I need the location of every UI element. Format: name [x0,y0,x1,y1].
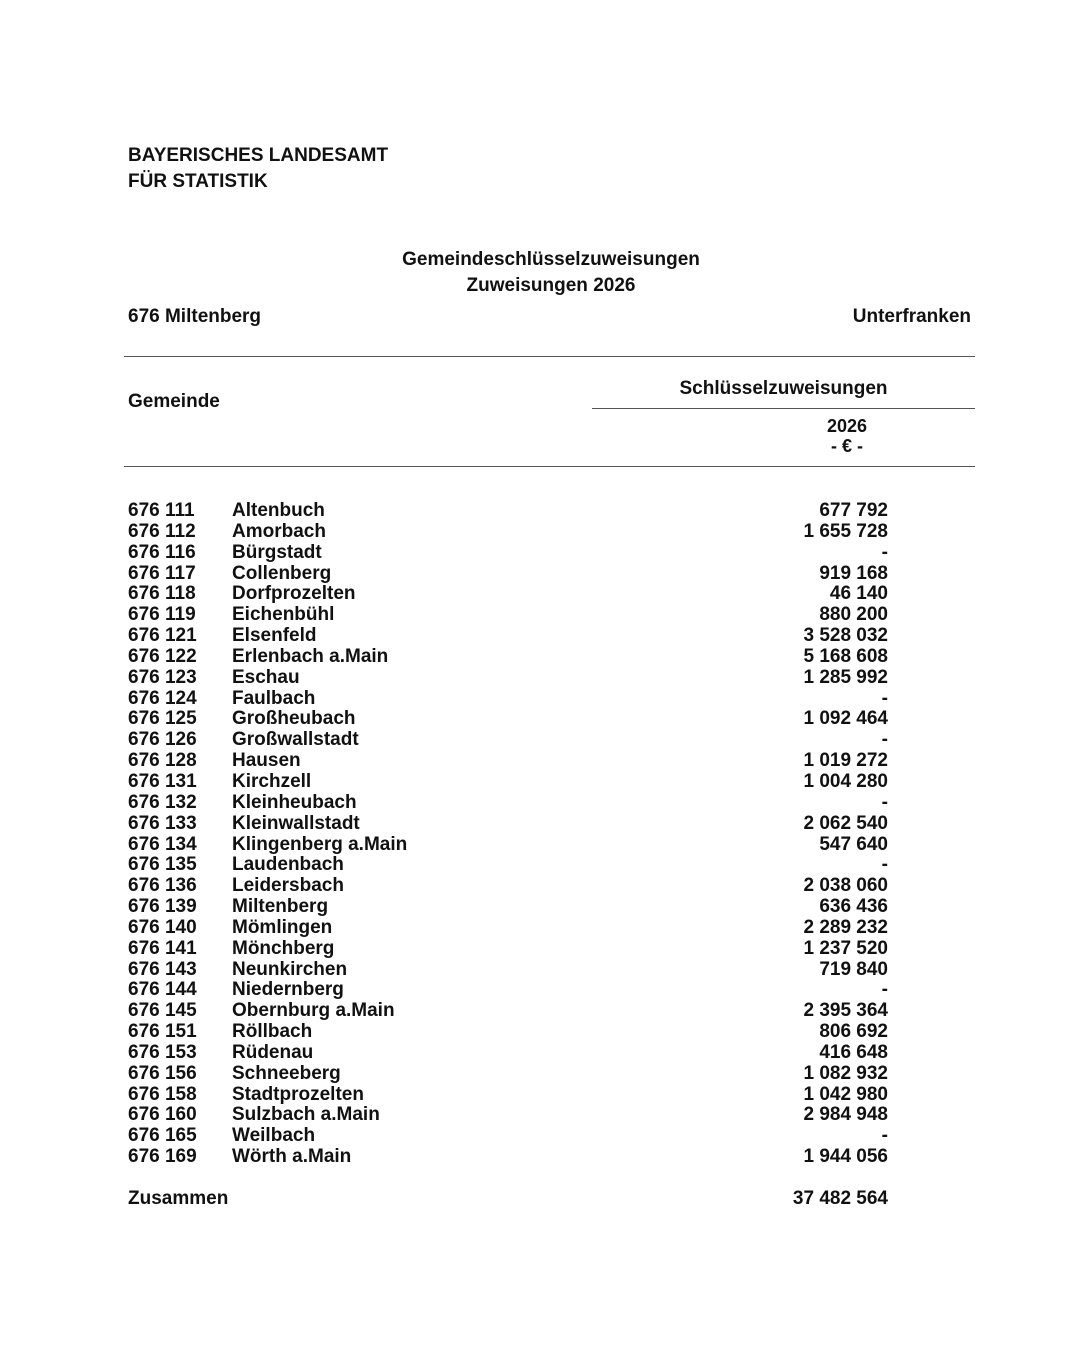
municipality-code: 676 121 [128,625,197,647]
table-row [128,960,888,981]
allocation-value: 677 792 [819,500,888,521]
allocation-value: - [881,854,888,876]
allocation-value: 1 285 992 [803,666,888,688]
table-row [128,730,888,751]
table-row [128,689,888,710]
municipality-name: Niedernberg [232,979,344,1001]
allocation-value: 46 140 [829,583,888,605]
total-row [128,1188,888,1210]
municipality-name: Faulbach [232,687,316,709]
municipality-code: 676 143 [128,958,197,980]
allocation-value: 636 436 [819,896,888,918]
municipality-name: Klingenberg a.Main [232,833,408,855]
municipality-name: Kirchzell [232,770,312,792]
organization-line-2: FÜR STATISTIK [128,171,268,192]
municipality-code: 676 116 [128,541,196,563]
municipality-code: 676 135 [128,854,197,876]
allocation-value: 2 395 364 [803,1000,888,1022]
municipality-code: 676 111 [128,500,195,521]
table-row [128,1085,888,1106]
allocation-value: 919 168 [819,562,888,584]
municipality-name: Neunkirchen [232,958,348,980]
table-row [128,918,888,939]
header-bottom-rule [124,466,975,467]
allocation-value: 547 640 [819,833,888,855]
municipality-name: Hausen [232,750,301,772]
organization-line-1: BAYERISCHES LANDESAMT [128,145,389,166]
municipality-code: 676 122 [128,645,197,667]
municipality-name: Collenberg [232,562,332,584]
municipality-code: 676 132 [128,791,197,813]
municipality-name: Wörth a.Main [232,1146,352,1168]
allocation-value: 806 692 [819,1021,888,1043]
municipality-name: Obernburg a.Main [232,1000,395,1022]
table-row [128,709,888,730]
allocation-value: - [881,791,888,813]
municipality-code: 676 141 [128,937,197,959]
municipality-code: 676 123 [128,666,197,688]
municipality-name: Elsenfeld [232,625,317,647]
municipality-code: 676 144 [128,979,197,1001]
table-row [128,668,888,689]
allocation-value: 880 200 [819,604,888,626]
region-label: Unterfranken [852,306,971,327]
document-title [0,247,1080,299]
title-sub: Zuweisungen 2026 [466,275,636,296]
allocation-value: 2 984 948 [803,1104,888,1126]
total-value: 37 482 564 [792,1188,888,1209]
municipality-table-body [128,501,888,1168]
municipality-code: 676 126 [128,729,197,751]
municipality-code: 676 165 [128,1125,197,1147]
municipality-code: 676 145 [128,1000,197,1022]
table-row [128,543,888,564]
table-row [128,939,888,960]
municipality-code: 676 136 [128,875,197,897]
municipality-code: 676 158 [128,1083,197,1105]
allocation-value: 1 004 280 [803,770,888,792]
municipality-name: Großheubach [232,708,356,730]
municipality-code: 676 112 [128,520,196,542]
municipality-name: Erlenbach a.Main [232,645,389,667]
municipality-name: Dorfprozelten [232,583,356,605]
municipality-name: Eschau [232,666,300,688]
municipality-name: Leidersbach [232,875,344,897]
table-row [128,980,888,1001]
municipality-code: 676 131 [128,770,197,792]
table-row [128,835,888,856]
allocation-value: 2 038 060 [803,875,888,897]
allocation-value: 1 082 932 [803,1062,888,1084]
header-top-rule [124,356,975,357]
municipality-name: Mömlingen [232,916,333,938]
table-row [128,855,888,876]
municipality-name: Laudenbach [232,854,344,876]
municipality-code: 676 128 [128,750,197,772]
allocation-value: - [881,687,888,709]
allocation-value: - [881,729,888,751]
municipality-code: 676 160 [128,1104,197,1126]
unit-label: - € - [830,436,863,456]
municipality-code: 676 153 [128,1041,197,1063]
table-row [128,501,888,522]
allocation-value: 1 944 056 [803,1146,888,1168]
table-row [128,564,888,585]
table-row [128,1126,888,1147]
municipality-code: 676 151 [128,1021,197,1043]
allocation-value: - [881,1125,888,1147]
table-row [128,1022,888,1043]
table-row [128,772,888,793]
table-row [128,1064,888,1085]
municipality-name: Kleinheubach [232,791,357,813]
allocation-value: 1 019 272 [803,750,888,772]
municipality-name: Sulzbach a.Main [232,1104,380,1126]
municipality-code: 676 124 [128,687,197,709]
table-row [128,647,888,668]
allocation-value: 416 648 [819,1041,888,1063]
municipality-name: Eichenbühl [232,604,335,626]
municipality-code: 676 125 [128,708,197,730]
municipality-code: 676 118 [128,583,196,605]
allocation-value: 719 840 [819,958,888,980]
column-header-gemeinde: Gemeinde [128,391,220,412]
table-row [128,897,888,918]
municipality-name: Röllbach [232,1021,313,1043]
municipality-name: Weilbach [232,1125,316,1147]
municipality-code: 676 134 [128,833,197,855]
municipality-name: Bürgstadt [232,541,322,563]
column-header-year [592,416,1080,456]
organization-name [128,143,388,195]
allocation-value: 2 062 540 [803,812,888,834]
allocation-value: 1 042 980 [803,1083,888,1105]
municipality-code: 676 156 [128,1062,197,1084]
table-row [128,1043,888,1064]
allocation-value: 1 237 520 [803,937,888,959]
municipality-name: Kleinwallstadt [232,812,360,834]
table-row [128,1105,888,1126]
municipality-code: 676 169 [128,1146,197,1168]
table-row [128,584,888,605]
allocation-value: 1 655 728 [803,520,888,542]
allocation-value: - [881,979,888,1001]
allocation-value: 2 289 232 [803,916,888,938]
table-row [128,1147,888,1168]
column-group-rule [592,408,975,409]
municipality-code: 676 140 [128,916,197,938]
municipality-name: Großwallstadt [232,729,359,751]
column-header-schluesselzuweisungen: Schlüsselzuweisungen [679,378,888,399]
table-row [128,1001,888,1022]
table-row [128,814,888,835]
allocation-value: 5 168 608 [803,645,888,667]
year-label: 2026 [826,416,868,436]
table-row [128,793,888,814]
municipality-code: 676 133 [128,812,197,834]
municipality-code: 676 119 [128,604,196,626]
allocation-value: 3 528 032 [803,625,888,647]
allocation-value: 1 092 464 [803,708,888,730]
municipality-name: Altenbuch [232,500,325,521]
title-main: Gemeindeschlüsselzuweisungen [402,249,700,270]
table-row [128,522,888,543]
allocation-value: - [881,541,888,563]
municipality-code: 676 139 [128,896,197,918]
municipality-name: Amorbach [232,520,326,542]
table-row [128,626,888,647]
total-label: Zusammen [128,1188,229,1209]
municipality-code: 676 117 [128,562,196,584]
municipality-name: Stadtprozelten [232,1083,364,1105]
table-row [128,751,888,772]
municipality-name: Rüdenau [232,1041,314,1063]
table-row [128,876,888,897]
municipality-name: Schneeberg [232,1062,341,1084]
municipality-name: Mönchberg [232,937,335,959]
district-label: 676 Miltenberg [128,306,262,327]
municipality-name: Miltenberg [232,896,329,918]
table-row [128,605,888,626]
